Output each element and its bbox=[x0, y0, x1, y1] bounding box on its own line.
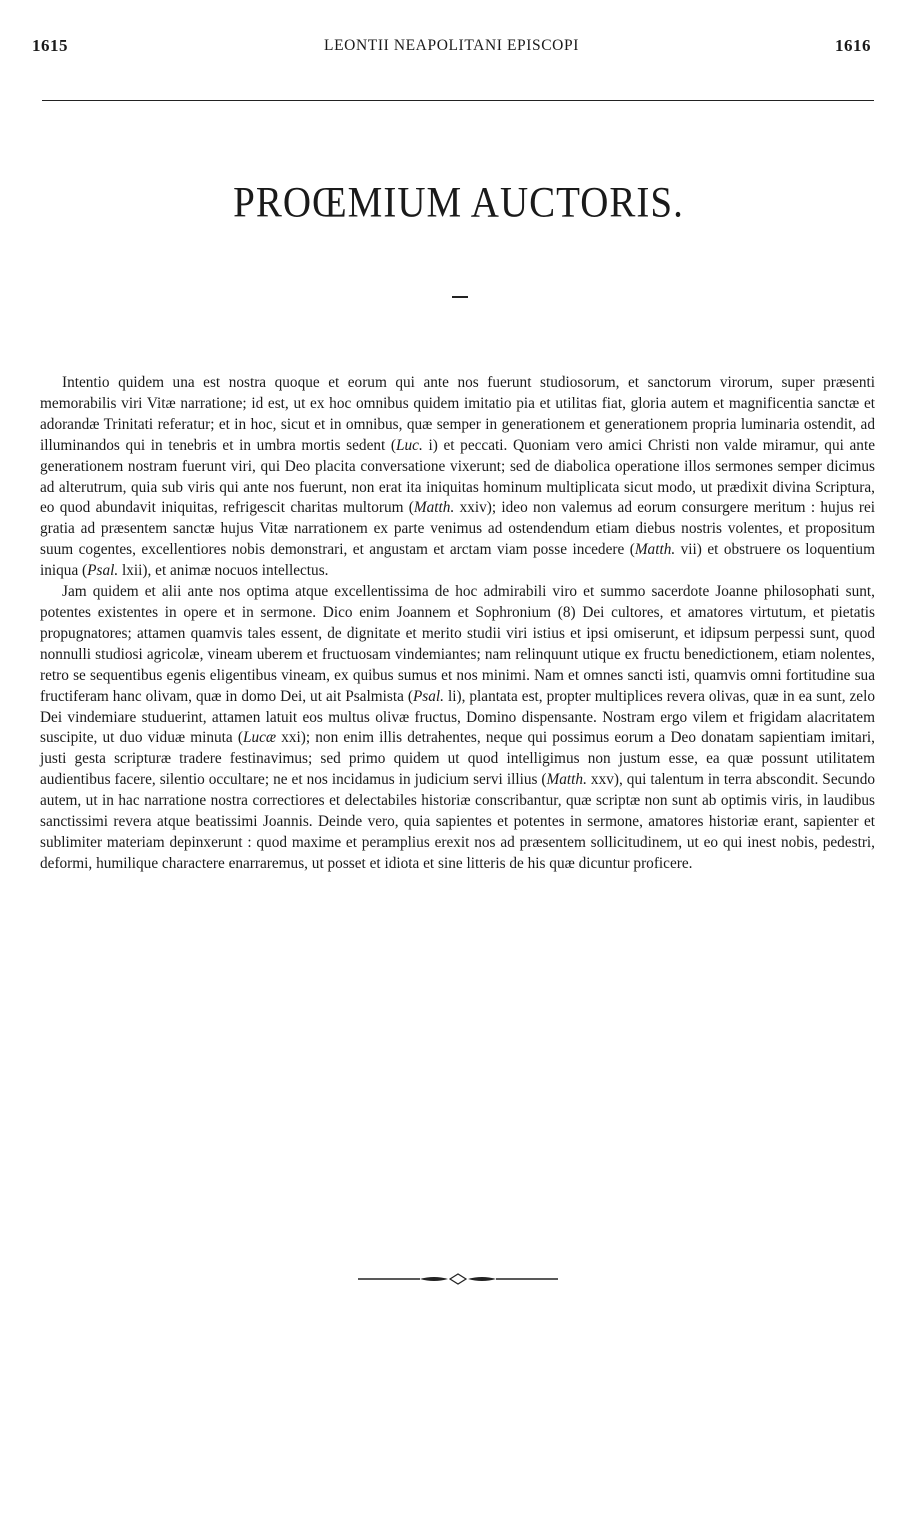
citation-ref: Psal. bbox=[87, 562, 119, 580]
end-ornament bbox=[358, 1272, 558, 1286]
citation-ref: Matth. bbox=[546, 771, 587, 789]
paragraph bbox=[40, 373, 875, 582]
title-dash bbox=[452, 296, 468, 298]
column-number-left: 1615 bbox=[32, 36, 68, 55]
paragraph bbox=[40, 582, 875, 875]
text-run: Jam quidem et alii ante nos optima atque excellentissima de hoc admirabili viro et summo sacerdote Joanne philosophati sunt, potentes existentes in opere et in sermone. Dico enim Joannem et Sophronium (8) Dei cultores, et amatores virtutum, et pietatis propugnatores; attamen quamvis tales essent, de dignitate et merito studii viri istius et ipsi omiserunt, et idipsum perpessi sunt, quod nonnulli studiosi agricolæ, vineam uberem et fructuosam vindemiantes; nam relinquunt utique ex fructu benedictionem, etiam nolentes, retro se sequentibus egenis eligentibus vineam, ex quibus sumus et nos minimi. Nam et omnes sancti isti, quamvis omni fortitudine sua fructiferam hanc olivam, quæ in domo Dei, ut ait Psalmista ( bbox=[40, 583, 875, 705]
page-title: PROŒMIUM AUCTORIS. bbox=[233, 178, 684, 227]
citation-ref: Psal. bbox=[412, 687, 444, 705]
text-run: xxiv); ideo non valemus ad eorum consurgere meritum : hujus rei gratia ad præsentem sanctæ hujus Vitæ narrationem ex parte venimus ad ostendendum etiam diebus nostris volentes, et propositum suum cogentes, excellentiores nobis demonstrari, et angustam et arctam viam posse incedere ( bbox=[40, 499, 875, 559]
citation-ref: Matth. bbox=[634, 541, 676, 559]
running-title: LEONTII NEAPOLITANI EPISCOPI bbox=[324, 37, 579, 54]
text-run: Intentio quidem una est nostra quoque et eorum qui ante nos fuerunt studiosorum, et sanctorum virorum, super præsenti memorabilis viri Vitæ narratione; id est, ut ex hoc omnibus quidem imitatio pia et utilitas fiat, gloria autem et magnificentia sanctæ et adorandæ Trinitati referatur; et in hoc, sicut et in omnibus, quæ semper in generationem et generationem propria luminaria ostendit, ad illuminandos qui in tenebris et in umbra mortis sedent ( bbox=[40, 374, 875, 454]
body-text bbox=[40, 373, 875, 875]
text-run: xxv), qui talentum in terra abscondit. Secundo autem, ut in hac narratione nostra correctiores et delectabiles historiæ conscribantur, quæ scriptæ non sunt ab optimis viris, in laudibus sanctissimi revera atque beatissimi Joannis. Deinde vero, quia sapientes et potentes in sermone, amatores historiæ erant, sapienter et sublimiter materiam depinxerunt : quod maxime et peramplius erexit nos ad præsentem sollicitudinem, ut eo qui inest nobis, pedestri, deformi, humilique charactere enarraremus, ut posset et idiota et sine litteris de his quæ dicuntur proficere. bbox=[40, 771, 875, 872]
column-number-right: 1616 bbox=[835, 36, 871, 55]
text-run: li), plantata est, propter multiplices revera olivas, quæ in ea sunt, zelo Dei vindemiare studuerint, attamen latuit eos multus olivæ fructus, Domino dispensante. Nostram ergo vilem et frigidam alacritatem suscipite, ut duo viduæ minuta ( bbox=[40, 687, 875, 747]
page-header bbox=[32, 36, 871, 58]
citation-ref: Lucæ bbox=[242, 729, 277, 747]
text-run: lxii), et animæ nocuos intellectus. bbox=[118, 562, 329, 580]
header-rule bbox=[42, 100, 874, 101]
text-run: xxi); non enim illis detrahentes, neque qui possimus eorum a Deo donatam sapientiam imitari, justi gesta scripturæ tradere festinavimus; sed primo quidem ut quod intelligimus non justum esse, ea quæ possunt utilitatem audientibus facere, silentio occultare; ne et nos incidamus in judicium servi illius ( bbox=[40, 729, 875, 789]
text-run: i) et peccati. Quoniam vero amici Christi non valde miramur, qui ante generationem nostram fuerunt viri, qui Deo placita conversatione vixerunt; sed de diabolica operatione illos sermones semper dicimus ad alterutrum, quia sub viris qui ante nos fuerunt, non erat ita iniquitas hominum multiplicata sicut modo, ut prædixit divina Scriptura, eo quod abundavit iniquitas, refrigescit charitas multorum ( bbox=[40, 436, 875, 517]
text-run: vii) et obstruere os loquentium iniqua ( bbox=[40, 541, 875, 580]
citation-ref: Luc. bbox=[396, 436, 423, 454]
citation-ref: Matth. bbox=[413, 499, 455, 517]
